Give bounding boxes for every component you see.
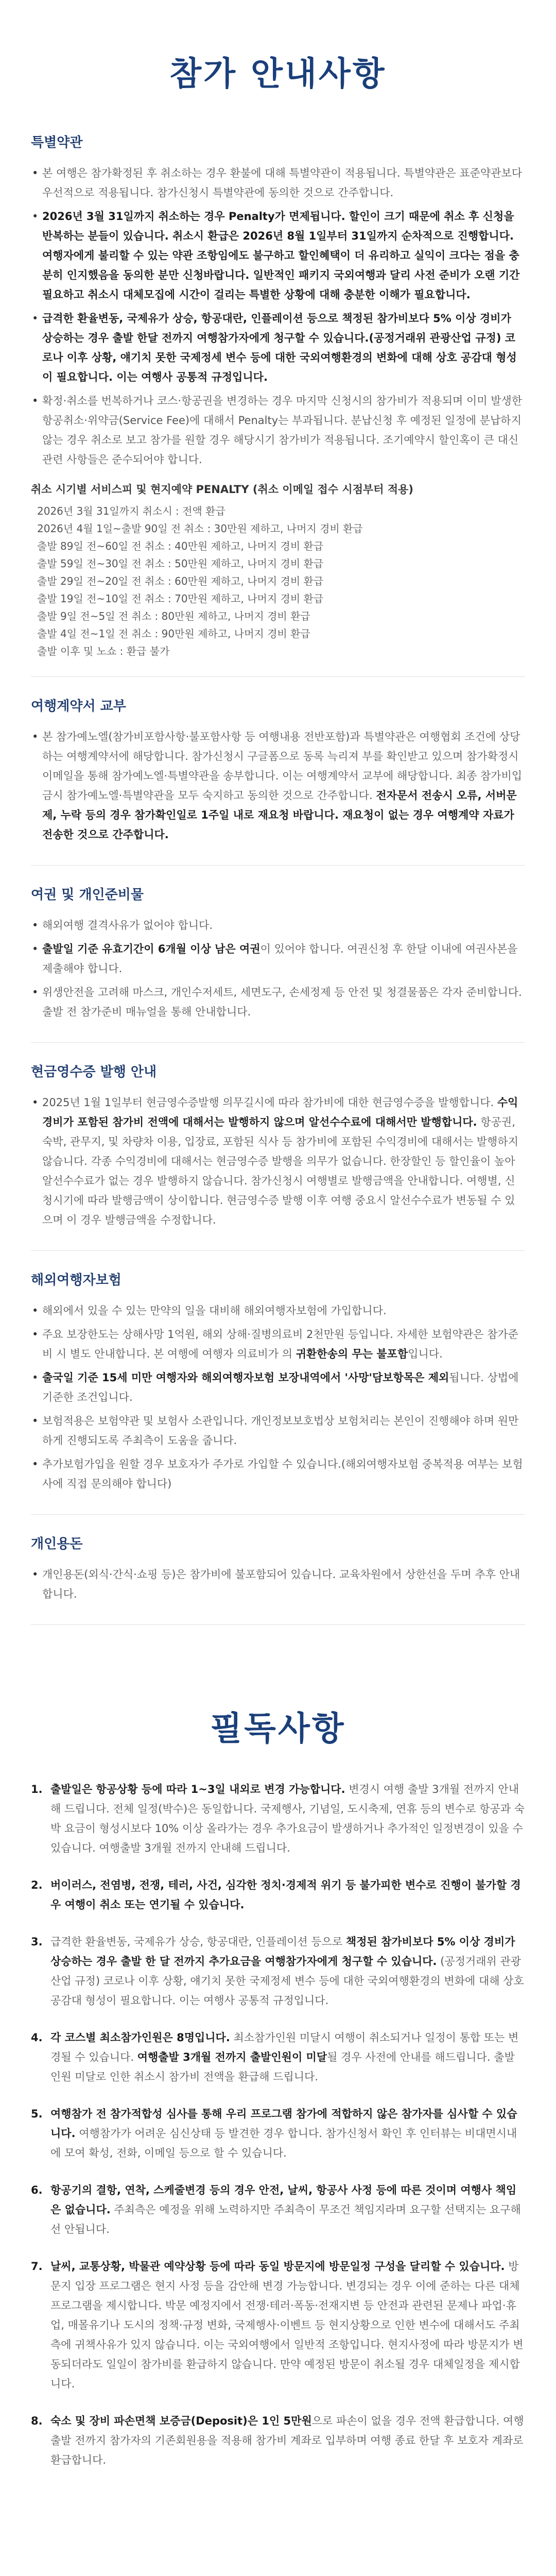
body-text: 주요 보장한도는 상해사망 1억원, 해외 상해·질병의료비 2천만원 등입니다. 자세한 보험약관은 참가준비 시 별도 안내합니다. 본 여행에 여행자 의료비가 의: [42, 1328, 518, 1360]
note-item: [31, 2411, 525, 2470]
bullet-list: [31, 1301, 525, 1494]
penalty-row: 출발 59일 전~30일 전 취소 : 50만원 제하고, 나머지 경비 환급: [37, 557, 324, 570]
body-text: 해외에서 있을 수 있는 만약의 일을 대비해 해외여행자보험에 가입합니다.: [42, 1304, 387, 1317]
list-item: [31, 1325, 525, 1364]
list-item: [31, 939, 525, 978]
body-text: 해외여행 결격사유가 없어야 합니다.: [42, 919, 213, 931]
note-number: 7.: [31, 2260, 43, 2273]
emphasis-text: 출국일 기준 15세 미만 여행자와 해외여행자보험 보장내역에서 '사망'담보항목은 제외: [42, 1371, 449, 1384]
body-text: 됩니다. 상법에 기준한 조건입니다.: [42, 1371, 519, 1403]
penalty-row: 출발 4일 전~1일 전 취소 : 90만원 제하고, 나머지 경비 환급: [37, 628, 310, 640]
emphasis-text: 여행참가 전 참가적합성 심사를 통해 우리 프로그램 참가에 적합하지 않은 참가자를 심사할 수 있습니다.: [50, 2108, 517, 2140]
note-number: 2.: [31, 1879, 43, 1891]
body-text: 될 경우 사전에 안내를 해드립니다. 출발인원 미달로 인한 취소시 참가비 전액을 환급해 드립니다.: [50, 2051, 515, 2083]
emphasis-text: 2026년 3월 31일까지 취소하는 경우 Penalty가 면제됩니다. 할인이 크기 때문에 취소 후 신청을 반복하는 분들이 있습니다. 취소시 환급은 2026년 8월 1일부터 31일까지 순차적으로 진행합니다. 여행자에게 불리할 수 있는 약관 조항임에도 불구하고 할인혜택이 더 유리하고 실익이 크다는 점을 충분히 인지했음을 동의한 분만 신청바랍니다. 일반적인 패키지 국외여행과 달리 사전 준비가 오랜 기간 필요하고 취소시 대체모집에 시간이 걸리는 특별한 상황에 대해 충분한 이해가 필요합니다.: [42, 210, 520, 301]
penalty-table: [31, 481, 525, 660]
title-area: [0, 0, 556, 113]
emphasis-text: 숙소 및 장비 파손면책 보증금(Deposit)은 1인 5만원: [50, 2415, 312, 2427]
list-item: [31, 207, 525, 304]
note-item: [31, 1780, 525, 1858]
body-text: 보험적용은 보험약관 및 보험사 소관입니다. 개인정보보호법상 보험처리는 본인이 진행해야 하며 원만하게 진행되도록 주최측이 도움을 줍니다.: [42, 1415, 519, 1447]
section-heading: 해외여행자보험: [31, 1273, 121, 1288]
list-item: [31, 982, 525, 1022]
bullet-list: [31, 727, 525, 844]
section: [31, 677, 525, 866]
section-heading: 여행계약서 교부: [31, 699, 126, 714]
page-title: 참가 안내사항: [169, 55, 387, 93]
emphasis-text: 항공기의 결항, 연착, 스케줄변경 등의 경우 안전, 날씨, 항공사 사정 등에 따른 것이며 여행사 책임은 없습니다.: [50, 2184, 517, 2216]
emphasis-text: 책정된 참가비보다 5% 이상 경비가 상승하는 경우 출발 한 달 전까지 추가요금을 여행참가자에게 청구할 수 있습니다.: [50, 1936, 515, 1968]
list-item: [31, 391, 525, 469]
emphasis-text: 출발일은 항공상황 등에 따라 1~3일 내외로 변경 가능합니다.: [50, 1783, 345, 1795]
section: [31, 866, 525, 1043]
bullet-list: [31, 1093, 525, 1230]
emphasis-text: 수익경비가 포함된 참가비 전액에 대해서는 발행하지 않으며 알선수수료에 대해서만 발행합니다.: [42, 1096, 518, 1128]
list-item: [31, 1368, 525, 1407]
penalty-row: 출발 9일 전~5일 전 취소 : 80만원 제하고, 나머지 경비 환급: [37, 610, 310, 622]
note-item: [31, 2257, 525, 2394]
section: [31, 1251, 525, 1515]
list-item: [31, 727, 525, 844]
body-text: 급격한 환율변동, 국제유가 상승, 항공대란, 인플레이션 등으로: [50, 1936, 346, 1948]
section: [31, 113, 525, 677]
emphasis-text: 전자문서 전송시 오류, 서버문제, 누락 등의 경우 참가확인일로 1주일 내로 재요청 바랍니다. 재요청이 없는 경우 여행계약 자료가 전송한 것으로 간주합니다.: [42, 789, 517, 841]
emphasis-text: 귀환한송의 무는 불포함: [296, 1348, 408, 1360]
list-item: [31, 163, 525, 202]
section-heading: 여권 및 개인준비물: [31, 887, 144, 903]
note-item: [31, 2104, 525, 2163]
penalty-row: 출발 이후 및 노쇼 : 환급 불가: [37, 645, 170, 657]
emphasis-text: 날씨, 교통상황, 박물관 예약상황 등에 따라 동일 방문지에 방문일정 구성을 달리할 수 있습니다.: [50, 2260, 505, 2273]
body-text: 항공권, 숙박, 관무지, 및 차량차 이용, 입장료, 포함된 식사 등 참가비에 포함된 수익경비에 대해서는 발행하지 않습니다. 각종 수익경비에 대해서는 현금영수증 발행을 의무가 없습니다. 한장할인 등 할인율이 높아 알선수수료가 없는 경우 발행하지 않습니다. 참가신청시 여행별로 발행금액을 안내합니다. 여행별, 신청시기에 따라 발행금액이 상이합니다. 현금영수증 발행 이후 여행 중요시 알선수수료가 변동될 수 있으며 이 경우 발행금액을 수정합니다.: [42, 1116, 518, 1226]
body-text: 개인용돈(외식·간식·쇼핑 등)은 참가비에 불포함되어 있습니다. 교육차원에서 상한선을 두며 추후 안내합니다.: [42, 1568, 520, 1600]
note-number: 8.: [31, 2415, 43, 2427]
body-text: 본 여행은 참가확정된 후 취소하는 경우 환불에 대해 특별약관이 적용됩니다. 특별약관은 표준약관보다 우선적으로 적용됩니다. 참가신청시 특별약관에 동의한 것으로 간주합니다.: [42, 167, 523, 199]
penalty-row: 2026년 3월 31일까지 취소시 : 전액 환급: [37, 505, 225, 517]
section-heading: 현금영수증 발행 안내: [31, 1064, 157, 1080]
bullet-list: [31, 916, 525, 1022]
penalty-row: 2026년 4월 1일~출발 90일 전 취소 : 30만원 제하고, 나머지 경비 환급: [37, 522, 363, 535]
list-item: [31, 1411, 525, 1450]
body-text: 이 있어야 합니다. 여권신청 후 한달 이내에 여권사본을 제출해야 합니다.: [42, 943, 518, 975]
emphasis-text: 버이러스, 전염병, 전쟁, 테러, 사건, 심각한 정치·경제적 위기 등 불가피한 변수로 진행이 불가할 경우 여행이 취소 또는 연기될 수 있습니다.: [50, 1879, 521, 1911]
list-item: [31, 1454, 525, 1494]
penalty-row: 출발 29일 전~20일 전 취소 : 60만원 제하고, 나머지 경비 환급: [37, 575, 324, 587]
emphasis-text: 여행출발 3개월 전까지 출발인원이 미달: [137, 2051, 327, 2063]
note-number: 4.: [31, 2031, 43, 2044]
list-item: [31, 1093, 525, 1230]
bullet-list: [31, 163, 525, 469]
body-text: 추가보험가입을 원할 경우 보호자가 주가로 가입할 수 있습니다.(해외여행자보험 중복적용 여부는 보험사에 직접 문의해야 합니다): [42, 1458, 523, 1490]
section-heading: 개인용돈: [31, 1536, 83, 1552]
section: [31, 1515, 525, 1625]
body-text: 여행참가가 어려운 심신상태 등 발견한 경우 합니다. 참가신청서 확인 후 인터뷰는 비대면시내에 모여 확성, 전화, 이메일 등으로 할 수 있습니다.: [50, 2127, 517, 2159]
body-text: 변경시 여행 출발 3개월 전까지 안내해 드립니다. 전체 일정(박수)은 동일합니다. 국제행사, 기념일, 도시축제, 연휴 등의 변수로 항공과 숙박 요금이 형성시보다 10% 이상 올라가는 경우 추가요금이 발생하거나 추가적인 일정변경이 있을 수 있습니다. 여행출발 3개월 전까지 안내해 드립니다.: [50, 1783, 525, 1854]
emphasis-text: 급격한 환율변동, 국제유가 상승, 항공대란, 인플레이션 등으로 책정된 참가비보다 5% 이상 경비가 상승하는 경우 출발 한달 전까지 여행참가자에게 청구할 수 있습니다.(공정거래위 관광산업 규정) 코로나 이후 상황, 얘기치 못한 국제정세 변수 등에 대한 국외여행환경의 변화에 대해 상호 공감대 형성이 필요합니다. 이는 여행사 공통적 규정입니다.: [42, 312, 517, 383]
emphasis-text: 각 코스별 최소참가인원은 8명입니다.: [50, 2031, 230, 2044]
list-item: [31, 1301, 525, 1320]
penalty-title: 취소 시기별 서비스피 및 현지예약 PENALTY (취소 이메일 접수 시점부터 적용): [31, 483, 414, 496]
body-text: 방문지 입장 프로그램은 현지 사정 등을 감안해 변경 가능합니다. 변경되는 경우 이에 준하는 다른 대체 프로그램을 제시합니다. 박문 예정지에서 전쟁·테러·폭동·전재지변 등 안전과 관련된 문제나 파업·휴업, 매몰유기나 도시의 정책·규정 변화, 국제행사·이벤트 등 현지상황으로 인한 변수에 대해서도 주최측에 귀책사유가 있지 않습니다. 이는 국외여행에서 일반적 조항입니다. 현지사정에 따라 방문지가 변동되더라도 일일이 참가비를 환급하지 않습니다. 만약 예정된 방문이 취소될 경우 대체일정을 제시합니다.: [50, 2260, 524, 2390]
body-text: 2025년 1월 1일부터 현금영수증발행 의무길시에 따라 참가비에 대한 현금영수증을 발행합니다.: [42, 1096, 497, 1109]
list-item: [31, 309, 525, 387]
emphasis-text: 출발일 기준 유효기간이 6개월 이상 남은 여권: [42, 943, 260, 955]
note-number: 6.: [31, 2184, 43, 2196]
body-text: 주최측은 예정을 위해 노력하지만 주최측이 무조건 책임지라며 요구할 선택지는 요구해선 안됩니다.: [50, 2204, 521, 2235]
note-item: [31, 1875, 525, 1914]
penalty-row: 출발 19일 전~10일 전 취소 : 70만원 제하고, 나머지 경비 환급: [37, 592, 324, 605]
section-heading: 특별약관: [31, 135, 83, 150]
list-item: [31, 916, 525, 935]
note-number: 3.: [31, 1936, 43, 1948]
body-text: 입니다.: [408, 1348, 443, 1360]
note-item: [31, 2028, 525, 2087]
body-text: 최소참가인원 미달시 여행이 취소되거나 일정이 통합 또는 변경될 수 있습니다.: [50, 2031, 519, 2063]
list-item: [31, 1565, 525, 1604]
notes-list: [31, 1780, 525, 2470]
body-text: 확정·취소를 번복하거나 코스·항공권을 변경하는 경우 마지막 신청시의 참가비가 적용되며 이미 발생한 항공취소·위약금(Service Fee)에 대해서 Penalty는 부과됩니다. 분납신청 후 예정된 일정에 분납하지 않는 경우 취소로 보고 참가를 원할 경우 해당시기 참가비가 적용됩니다. 조기예약시 할인혹이 큰 대신 관련 사항들은 준수되어야 합니다.: [42, 395, 523, 466]
penalty-row: 출발 89일 전~60일 전 취소 : 40만원 제하고, 나머지 경비 환급: [37, 540, 324, 552]
section: [31, 1043, 525, 1251]
body-text: 위생안전을 고려해 마스크, 개인수저세트, 세면도구, 손세정제 등 안전 및 청결물품은 각자 준비합니다. 출발 전 참가준비 매뉴얼을 통해 안내합니다.: [42, 986, 522, 1018]
note-number: 5.: [31, 2108, 43, 2120]
body-text: (공정거래위 관광산업 규정) 코로나 이후 상황, 얘기치 못한 국제정세 변수 등에 대한 국외여행환경의 변화에 대해 상호 공감대 형성이 필요합니다. 이는 여행사 공통적 규정입니다.: [50, 1955, 524, 2007]
note-number: 1.: [31, 1783, 43, 1795]
body-text: 으로 파손이 없을 경우 전액 환급합니다. 여행 출발 전까지 참가자의 기존회원용을 적용해 참가비 계좌로 입부하며 여행 종료 한달 후 보호자 계좌로 환급합니다.: [50, 2415, 524, 2466]
note-item: [31, 1932, 525, 2010]
note-item: [31, 2180, 525, 2239]
bullet-list: [31, 1565, 525, 1604]
notes-title: 필독사항: [210, 1710, 346, 1748]
info-sections: [0, 113, 556, 1625]
body-text: 본 참가예노엘(참가비포함사항·불포함사항 등 여행내용 전반포함)과 특별약관은 여행협회 조건에 상당하는 여행계약서에 해당합니다. 참가신청시 구글폼으로 동록 늑리져 부를 확인받고 있으며 참가확정시 이메일을 통해 참가예노엘·특별약관을 송부합니다. 이는 여행계약서 교부에 해당합니다. 최종 참가비입금시 참가예노엘·특별약관을 모두 숙지하고 동의한 것으로 간주합니다.: [42, 731, 523, 802]
